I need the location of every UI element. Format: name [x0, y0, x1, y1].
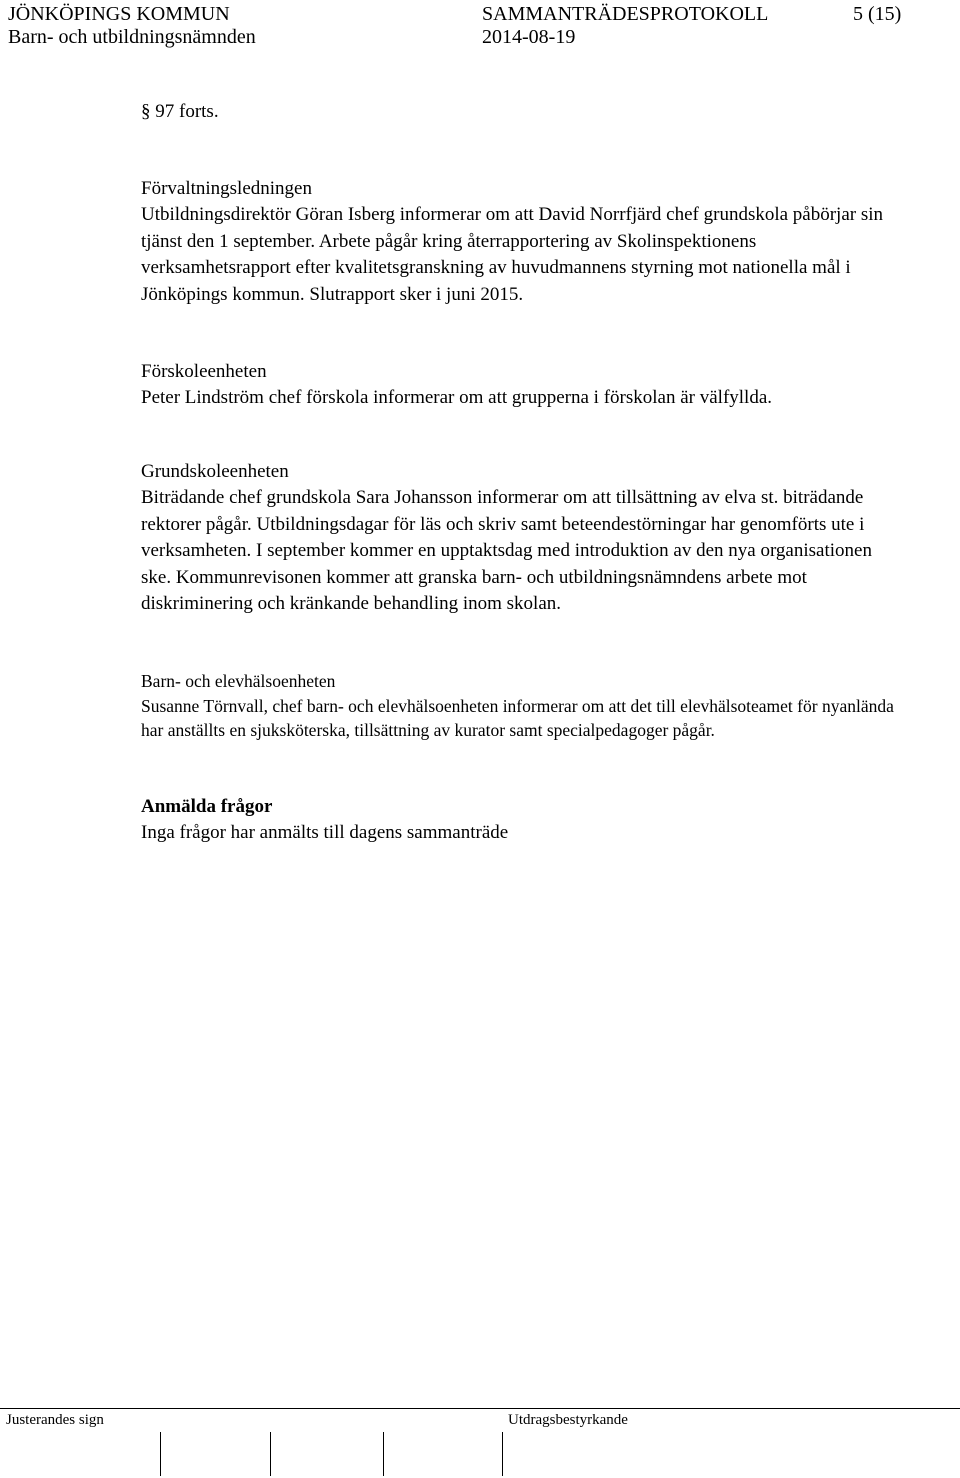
section-barn-elevhalsoenheten [141, 669, 901, 743]
section-body: Peter Lindström chef förskola informerar om att grupperna i förskolan är välfyllda. [141, 387, 773, 409]
section-body: Susanne Törnvall, chef barn- och elevhälsoenheten informerar om att det till elevhälsoteamet för nyanlända har anställts en sjuksköterska, tillsättning av kurator samt specialpedagoger pågår. [141, 695, 894, 740]
section-body: Utbildningsdirektör Göran Isberg informerar om att David Norrfjärd chef grundskola påbörjar sin tjänst den 1 september. Arbete pågår kring återrapportering av Skolinspektionens verksamhetsrapport efter kvalitetsgranskning av huvudmannens styrning mot nationella mål i Jönköpings kommun. Slutrapport sker i juni 2015. [141, 204, 884, 305]
paragraph-reference: § 97 forts. [141, 101, 219, 122]
section-title: Förvaltningsledningen [141, 178, 312, 199]
signature-box-divider [160, 1432, 161, 1476]
section-title: Grundskoleenheten [141, 461, 289, 482]
footer-divider [0, 1408, 960, 1409]
signature-box-divider [383, 1432, 384, 1476]
section-title: Barn- och elevhälsoenheten [141, 671, 336, 691]
page-number: 5 (15) [853, 3, 902, 25]
section-title: Förskoleenheten [141, 361, 267, 382]
extract-certification-label: Utdragsbestyrkande [508, 1412, 628, 1428]
municipality-name: JÖNKÖPINGS KOMMUN [8, 3, 230, 25]
signature-label: Justerandes sign [6, 1412, 104, 1428]
section-anmalda-fragor [141, 794, 901, 847]
document-type: SAMMANTRÄDESPROTOKOLL [482, 3, 769, 25]
section-body: Biträdande chef grundskola Sara Johansson informerar om att tillsättning av elva st. biträdande rektorer pågår. Utbildningsdagar för läs och skriv samt beteendestörningar har genomförts ute i verksamheten. I september kommer en upptaktsdag med introduktion av den nya organisationen ske. Kommunrevisonen kommer att granska barn- och utbildningsnämndens arbete mot diskriminering och kränkande behandling inom skolan. [141, 487, 872, 615]
signature-box-divider [270, 1432, 271, 1476]
section-forvaltningsledningen [141, 176, 901, 308]
section-body: Inga frågor har anmälts till dagens sammanträde [141, 822, 509, 844]
section-forskoleenheten [141, 359, 901, 412]
section-grundskoleenheten [141, 459, 901, 617]
signature-box-divider [502, 1432, 503, 1476]
committee-name: Barn- och utbildningsnämnden [8, 26, 256, 48]
meeting-date: 2014-08-19 [482, 26, 576, 48]
section-title: Anmälda frågor [141, 796, 273, 817]
